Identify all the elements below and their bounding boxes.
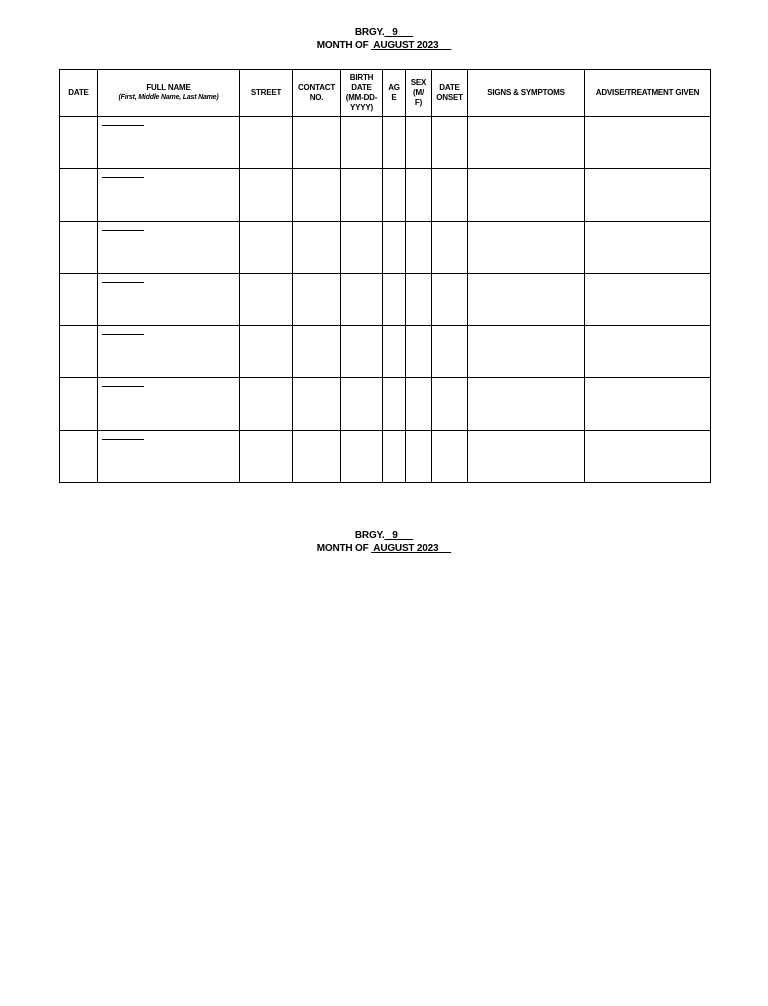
col-signs-symptoms: SIGNS & SYMPTOMS [468,70,585,117]
age-cell[interactable] [383,117,406,169]
street-cell[interactable] [240,273,293,325]
barangay-value: 9 [392,27,398,38]
month-value: AUGUST 2023 [373,40,439,51]
street-cell[interactable] [240,326,293,378]
advise-treatment-cell[interactable] [585,378,711,430]
barangay-line [0,26,768,39]
age-cell[interactable] [383,378,406,430]
full-name-cell[interactable] [98,169,240,221]
name-underline [102,439,144,440]
date-onset-cell[interactable] [432,273,468,325]
full-name-cell[interactable] [98,326,240,378]
date-onset-cell[interactable] [432,326,468,378]
date-cell[interactable] [60,378,98,430]
sex-cell[interactable] [406,273,432,325]
advise-treatment-cell[interactable] [585,221,711,273]
barangay-label: BRGY. [354,27,385,38]
date-cell[interactable] [60,326,98,378]
date-cell[interactable] [60,273,98,325]
date-cell[interactable] [60,430,98,482]
col-full-name: FULL NAME (First, Middle Name, Last Name) [98,70,240,117]
signs-symptoms-cell[interactable] [468,273,585,325]
col-age: AG E [383,70,406,117]
col-date-onset: DATE ONSET [432,70,468,117]
contact-cell[interactable] [293,378,341,430]
signs-symptoms-cell[interactable] [468,169,585,221]
name-underline [102,125,144,126]
birth-date-cell[interactable] [341,221,383,273]
advise-treatment-cell[interactable] [585,169,711,221]
full-name-cell[interactable] [98,430,240,482]
month-line [0,39,768,52]
col-street: STREET [240,70,293,117]
form-header-repeat [0,529,768,555]
contact-cell[interactable] [293,221,341,273]
birth-date-cell[interactable] [341,273,383,325]
full-name-cell[interactable] [98,221,240,273]
advise-treatment-cell[interactable] [585,326,711,378]
contact-cell[interactable] [293,117,341,169]
col-sex: SEX (M/ F) [406,70,432,117]
name-underline [102,386,144,387]
street-cell[interactable] [240,378,293,430]
street-cell[interactable] [240,430,293,482]
signs-symptoms-cell[interactable] [468,378,585,430]
month-value: AUGUST 2023 [373,543,439,554]
date-onset-cell[interactable] [432,378,468,430]
birth-date-cell[interactable] [341,117,383,169]
name-underline [102,177,144,178]
date-onset-cell[interactable] [432,221,468,273]
date-cell[interactable] [60,117,98,169]
date-onset-cell[interactable] [432,430,468,482]
signs-symptoms-cell[interactable] [468,221,585,273]
sex-cell[interactable] [406,430,432,482]
barangay-value: 9 [392,530,398,541]
sex-cell[interactable] [406,117,432,169]
contact-cell[interactable] [293,169,341,221]
street-cell[interactable] [240,221,293,273]
age-cell[interactable] [383,169,406,221]
col-advise-treatment: ADVISE/TREATMENT GIVEN [585,70,711,117]
birth-date-cell[interactable] [341,378,383,430]
sex-cell[interactable] [406,169,432,221]
records-table [59,69,711,483]
age-cell[interactable] [383,326,406,378]
signs-symptoms-cell[interactable] [468,326,585,378]
month-label: MONTH OF [316,543,369,554]
col-full-name-sub: (First, Middle Name, Last Name) [118,94,219,101]
age-cell[interactable] [383,221,406,273]
full-name-cell[interactable] [98,117,240,169]
advise-treatment-cell[interactable] [585,430,711,482]
signs-symptoms-cell[interactable] [468,430,585,482]
table-row [60,221,711,273]
month-line [0,542,768,555]
birth-date-cell[interactable] [341,326,383,378]
birth-date-cell[interactable] [341,430,383,482]
age-cell[interactable] [383,273,406,325]
age-cell[interactable] [383,430,406,482]
barangay-line [0,529,768,542]
advise-treatment-cell[interactable] [585,273,711,325]
table-row [60,273,711,325]
col-date: DATE [60,70,98,117]
form-header [0,26,768,52]
col-contact: CONTACT NO. [293,70,341,117]
col-birth-date: BIRTH DATE (MM-DD- YYYY) [341,70,383,117]
name-underline [102,230,144,231]
table-row [60,169,711,221]
date-onset-cell[interactable] [432,117,468,169]
street-cell[interactable] [240,169,293,221]
table-row [60,378,711,430]
signs-symptoms-cell[interactable] [468,117,585,169]
table-row [60,430,711,482]
table-row [60,326,711,378]
birth-date-cell[interactable] [341,169,383,221]
contact-cell[interactable] [293,326,341,378]
date-cell[interactable] [60,221,98,273]
sex-cell[interactable] [406,326,432,378]
contact-cell[interactable] [293,273,341,325]
full-name-cell[interactable] [98,273,240,325]
barangay-label: BRGY. [354,530,385,541]
table-row [60,117,711,169]
month-label: MONTH OF [316,40,369,51]
name-underline [102,282,144,283]
sex-cell[interactable] [406,221,432,273]
advise-treatment-cell[interactable] [585,117,711,169]
header-row [60,70,711,117]
date-onset-cell[interactable] [432,169,468,221]
contact-cell[interactable] [293,430,341,482]
sex-cell[interactable] [406,378,432,430]
street-cell[interactable] [240,117,293,169]
name-underline [102,334,144,335]
date-cell[interactable] [60,169,98,221]
full-name-cell[interactable] [98,378,240,430]
